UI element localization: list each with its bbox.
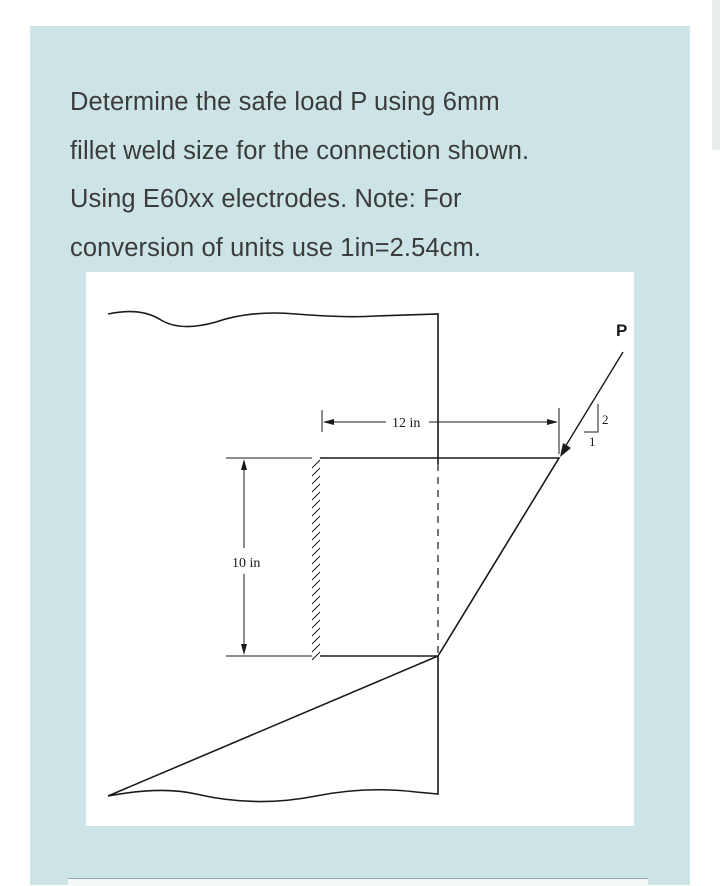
bracket-plate <box>320 458 559 656</box>
question-text <box>70 78 670 272</box>
column-plate-outline <box>108 312 438 802</box>
width-arrow-left <box>323 419 334 425</box>
width-arrow-right <box>547 419 558 425</box>
fillet-weld-hatching <box>312 460 320 660</box>
question-line: Determine the safe load P using 6mm <box>70 88 500 116</box>
width-dimension <box>322 408 559 454</box>
question-line: conversion of units use 1in=2.54cm. <box>70 233 482 262</box>
load-label: P <box>616 321 628 340</box>
weld-connection-figure <box>86 272 634 826</box>
height-arrow-top <box>241 459 247 470</box>
slope-run-label: 1 <box>589 434 596 449</box>
slope-triangle <box>584 404 598 432</box>
question-line: Using E60xx electrodes. Note: For <box>70 185 462 213</box>
scrollbar[interactable] <box>712 0 720 150</box>
load-arrowhead <box>560 443 571 457</box>
height-dimension-label: 10 in <box>232 556 261 571</box>
width-dimension-label: 12 in <box>392 416 421 431</box>
question-card <box>30 26 690 885</box>
weld-diagram <box>86 272 634 826</box>
height-arrow-bottom <box>241 644 247 655</box>
question-line: fillet weld size for the connection shown. <box>70 136 530 165</box>
slope-rise-label: 2 <box>602 412 609 427</box>
